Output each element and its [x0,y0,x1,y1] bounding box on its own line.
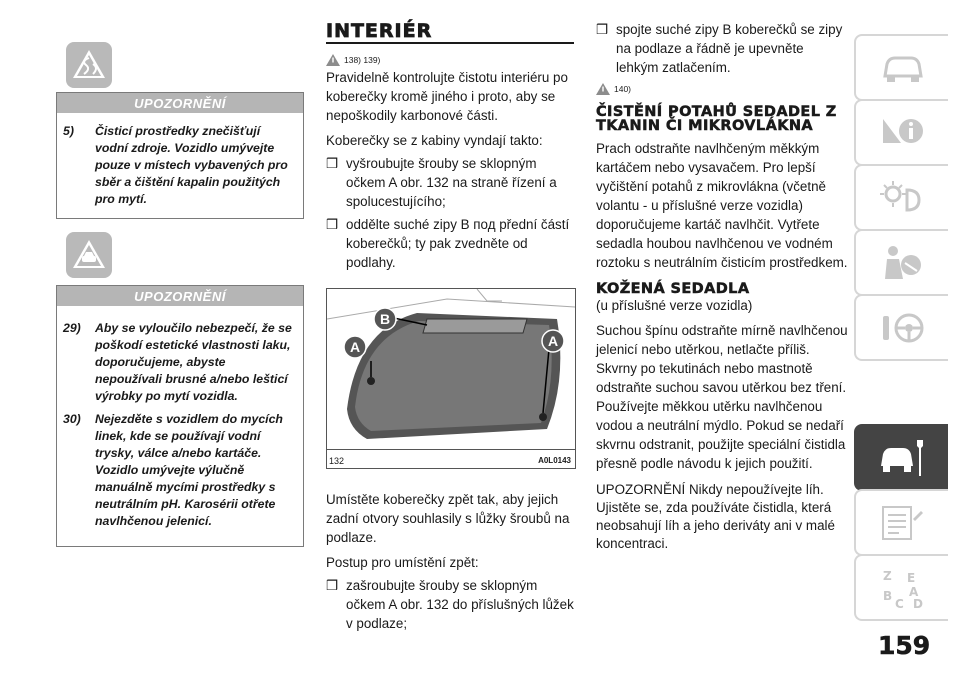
figure-floor-mat [326,288,576,469]
middle-text-top [326,54,576,272]
slippery-road-icon [66,42,112,88]
svg-text:A: A [909,584,919,599]
warning-box-environment [56,92,304,219]
info-icon [879,113,925,153]
warning-item: 5) Čisticí prostředky znečišťují vodní zdroje. Vozidlo umývejte pouze v místech vybavených pro sběr a čištění kapalin použitých pro mytí. [63,124,288,206]
sidebar-tab-info[interactable] [854,99,948,166]
paragraph: Umístěte koberečky zpět tak, aby jejich zadní otvory souhlasily s lůžky šroubů na podlaze. [326,492,570,545]
warning-triangle-icon [596,83,610,95]
reference-line [596,83,848,95]
sidebar-tab-lights[interactable] [854,164,948,231]
warning-item: 29) Aby se vyloučilo nebezpečí, že se poškodí estetické vlastnosti laku, doporučujeme, abyste nepoužívali brusné a/nebo lešticí výrobky po mytí vozidla. [63,321,292,403]
middle-text-bottom [326,490,576,633]
svg-text:E: E [907,570,916,585]
figure-number: 132 [329,456,345,466]
warning-triangle-icon [326,54,340,66]
sidebar-tab-specs[interactable] [854,489,948,556]
paragraph: Suchou špínu odstraňte mírně navlhčenou jelenicí nebo utěrkou, netlačte příliš. Skvrny po tekutinách nebo mastnotě odstraňte suchou savou utěrkou bez tření. Používejte měkkou utěrku navlhčenou vodou a neutrální mýdlo. Pokud se nedaří skvrnu odstranit, použijte speciální čistidla přesně podle návodu k jejich použití. [596,323,848,471]
bullet-item: ❒ vyšroubujte šrouby se sklopným očkem A obr. 132 na straně řízení a spolucestujícího; [326,156,557,209]
sidebar-tab-car[interactable] [854,34,948,101]
service-icon [877,436,927,480]
callout-a: A [349,339,361,355]
index-icon [879,566,925,610]
right-column [596,20,848,553]
section-heading-interior: INTERIÉR [326,20,433,42]
reference-numbers: 140) [614,84,632,94]
subheading: (u příslušné verze vozidla) [596,298,753,313]
figure-code: A0L0143 [538,456,571,465]
warning-box-washing [56,285,304,547]
paragraph: Koberečky se z kabiny vyndají takto: [326,133,543,148]
steering-icon [879,308,925,348]
warning-item: 30) Nejezděte s vozidlem do mycích linek, kde se používají vodní trysky, válce a/nebo kartáče. Vozidlo umývejte výlučně manuálně mycími prostředky s neutrálním pH. Karosérii otřete navlhčenou jelenicí. [63,412,283,528]
svg-text:B: B [883,588,893,603]
paragraph: Pravidelně kontrolujte čistotu interiéru po koberečky kromě jiného i proto, aby se nepoškodily karbonové části. [326,70,568,123]
warning-title: UPOZORNĚNÍ [57,93,303,113]
bullet-item: ❒ oddělte suché zipy B под přední částí koberečků; ty pak zvedněte od podlahy. [326,217,570,270]
sidebar-tab-index[interactable] [854,554,948,621]
paragraph: UPOZORNĚNÍ Nikdy nepoužívejte líh. Ujistěte se, zda používáte čistidla, která neobsahují líh a jeho deriváty ani v malé koncentraci. [596,482,835,551]
lights-icon [879,178,925,218]
svg-text:D: D [913,596,923,610]
bullet-item: ❒ zašroubujte šrouby se sklopným očkem A obr. 132 do příslušných lůžek v podlaze; [326,578,574,631]
reference-numbers: 138) 139) [344,55,381,65]
svg-text:C: C [895,596,904,610]
car-icon [879,48,925,88]
sidebar-tab-airbag[interactable] [854,229,948,296]
reference-line [326,54,576,66]
sidebar-tab-steering[interactable] [854,294,948,361]
page-number: 159 [878,631,931,660]
car-warning-icon [66,232,112,278]
callout-b: B [379,311,391,327]
sidebar-tab-service[interactable] [854,424,948,491]
specs-icon [879,503,925,543]
airbag-icon [879,243,925,283]
bullet-item: ❒ spojte suché zipy B koberečků se zipy na podlaze a řádně je upevněte lehkým zatlačením. [596,22,843,75]
callout-a: A [547,333,559,349]
paragraph: Postup pro umístění zpět: [326,555,479,570]
section-heading-fabric: ČISTĚNÍ POTAHŮ SEDADEL Z TKANIN ČI MIKROVLÁKNA [596,104,837,134]
heading-rule [326,42,574,44]
warning-title: UPOZORNĚNÍ [57,286,303,306]
section-heading-leather: KOŽENÁ SEDADLA [596,281,750,297]
svg-text:Z: Z [883,568,892,583]
paragraph: Prach odstraňte navlhčeným měkkým kartáčem nebo vysavačem. Pro lepší vyčištění potahů z mikrovlákna (včetně volantu - u příslušné verze vozidla) doporučujeme kartáč navlhčit. Vytřete sedadla houbou navlhčenou ve vodném roztoku s neutrálním čisticím prostředkem. [596,141,848,270]
